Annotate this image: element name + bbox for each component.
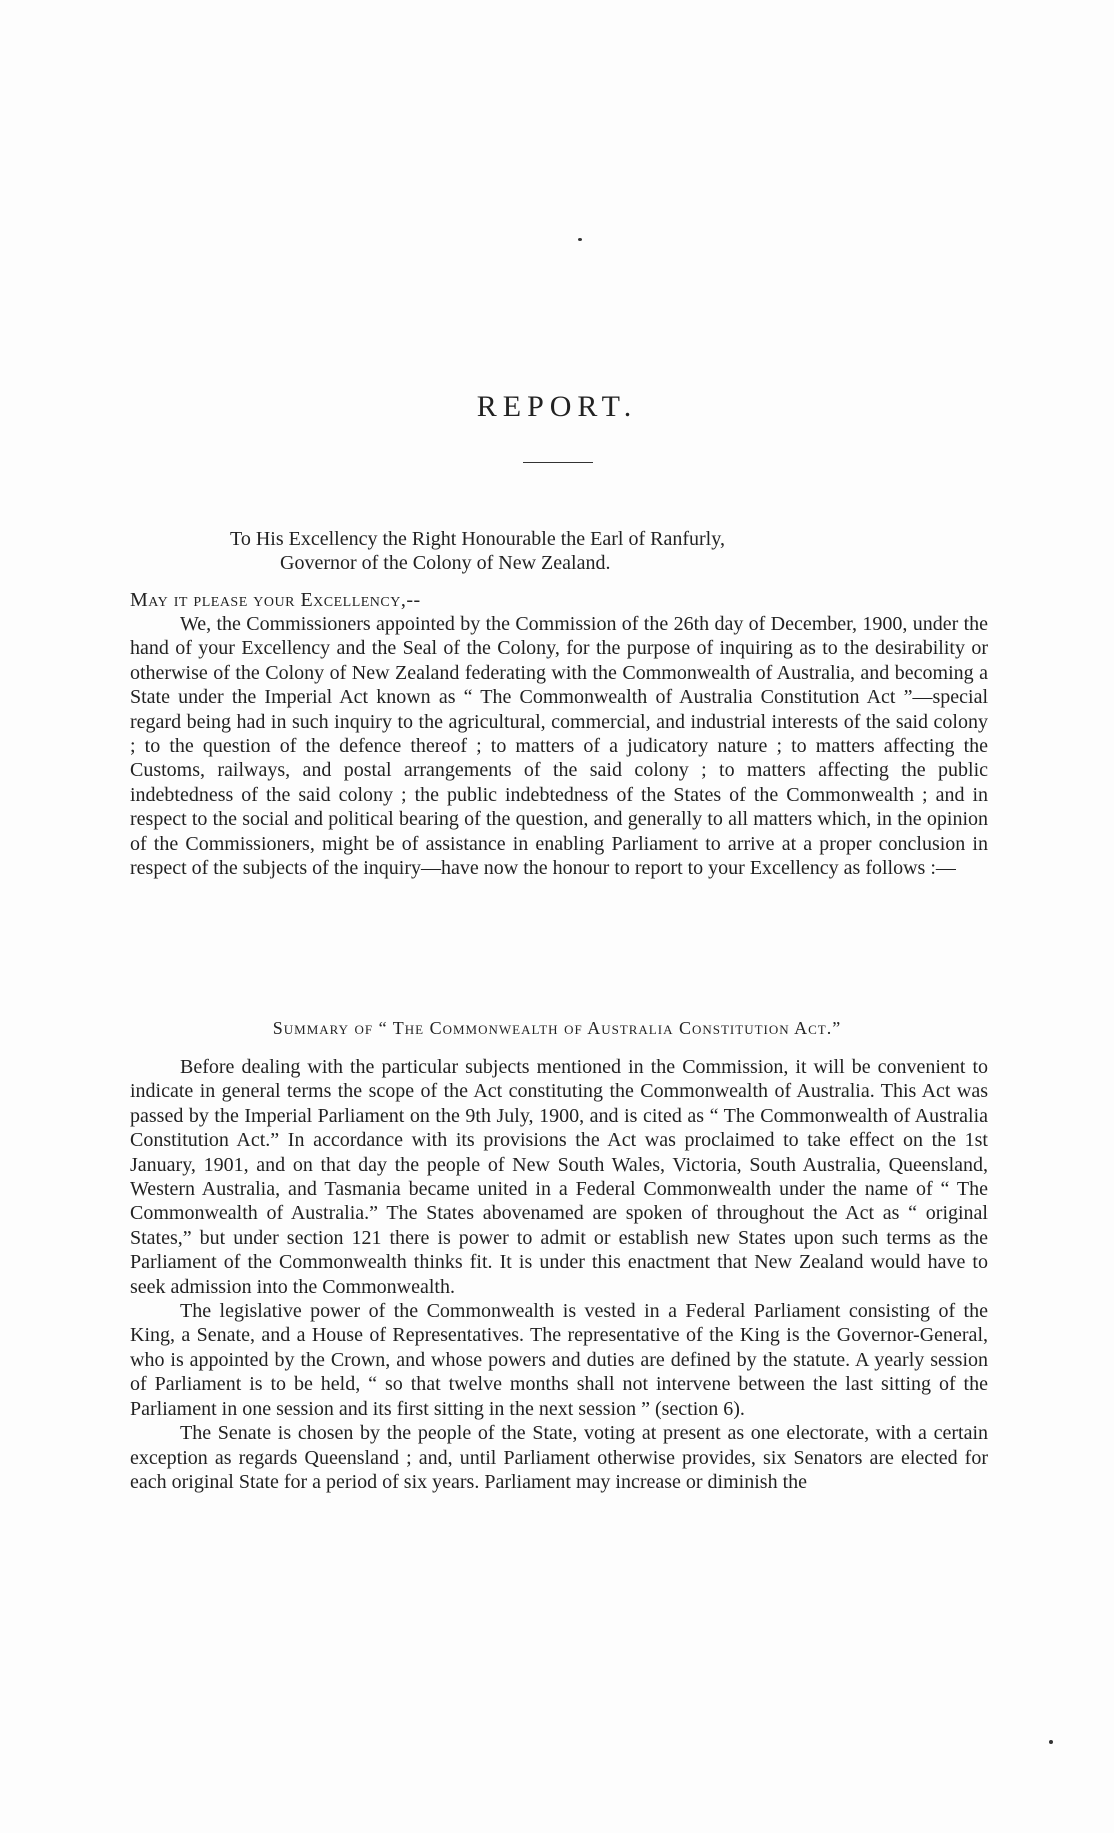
addressee-line-2: Governor of the Colony of New Zealand. (280, 552, 611, 575)
intro-paragraph: We, the Commissioners appointed by the Commission of the 26th day of December, 1900, under the hand of your Excellency and the Seal of the Colony, for the purpose of inquiring as to the desirability or otherwise of the Colony of New Zealand federating with the Commonwealth of Australia, and becoming a State under the Imperial Act known as “ The Commonwealth of Australia Constitution Act ”—special regard being had in such inquiry to the agricultural, commercial, and industrial interests of the said colony ; to the question of the defence thereof ; to matters of a judicatory nature ; to matters affecting the Customs, railways, and postal arrangements of the said colony ; to matters affecting the public indebtedness of the said colony ; the public indebtedness of the States of the Commonwealth ; and in respect to the social and political bearing of the question, and generally to all matters which, in the opinion of the Commissioners, might be of assistance in enabling Parliament to arrive at a proper conclusion in respect of the subjects of the inquiry—have now the honour to report to your Excellency as follows :— (130, 613, 988, 880)
intro-section (130, 612, 988, 880)
body-paragraph-3: The Senate is chosen by the people of the State, voting at present as one electorate, with a certain exception as regards Queensland ; and, until Parliament otherwise provides, six Senators are elected for each original State for a period of six years. Parliament may increase or diminish the (130, 1422, 988, 1493)
addressee-block (130, 527, 1088, 576)
paper-speck (1049, 1740, 1053, 1744)
body-section (130, 1055, 988, 1494)
body-paragraph-1: Before dealing with the particular subjects mentioned in the Commission, it will be convenient to indicate in general terms the scope of the Act constituting the Commonwealth of Australia. This Act was passed by the Imperial Parliament on the 9th July, 1900, and is cited as “ The Commonwealth of Australia Constitution Act.” In accordance with its provisions the Act was proclaimed to take effect on the 1st January, 1901, and on that day the people of New South Wales, Victoria, South Australia, Queensland, Western Australia, and Tasmania became united in a Federal Commonwealth under the name of “ The Commonwealth of Australia.” The States abovenamed are spoken of throughout the Act as “ original States,” but under section 121 there is power to admit or establish new States upon such terms as the Parliament of the Commonwealth thinks fit. It is under this enactment that New Zealand would have to seek admission into the Commonwealth. (130, 1056, 988, 1298)
page-title: REPORT. (476, 390, 638, 423)
salutation: May it please your Excellency,-- (130, 589, 421, 611)
section-heading: Summary of “ The Commonwealth of Australia Constitution Act.” (272, 1018, 842, 1038)
paper-speck (578, 238, 582, 241)
addressee-line-1: To His Excellency the Right Honourable the Earl of Ranfurly, (230, 528, 725, 550)
body-paragraph-2: The legislative power of the Commonwealth is vested in a Federal Parliament consisting of the King, a Senate, and a House of Representatives. The representative of the King is the Governor-General, who is appointed by the Crown, and whose powers and duties are defined by the statute. A yearly session of Parliament is to be held, “ so that twelve months shall not intervene between the last sitting of the Parliament in one session and its first sitting in the next session ” (section 6). (130, 1300, 988, 1420)
title-rule-divider (523, 462, 593, 463)
